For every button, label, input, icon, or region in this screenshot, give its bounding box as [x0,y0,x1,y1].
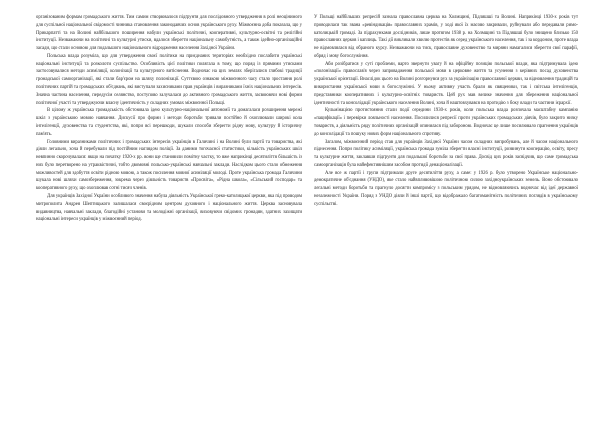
paragraph: Але все ж партії і групи підтримали друге десятиліття руху, а саме: у 1926 р. було утворено Українське національно-демократичне об'єднання (УНДО), яке стало найвпливовішою політичною силою західноукраїнських земель. Воно обстоювало легальні методи боротьби та прагнуло досягти компромісу з польським урядом, не відмовляючись водночас від ідеї державної незалежності України. Поряд з УНДО діяли й інші партії, що відображало багатоманітність політичних поглядів в українському суспільстві. [314,170,578,207]
paragraph: Польська влада розуміла, що для утвердження своєї політики на приєднаних територіях необхідно послабити українські національні інституції та розколоти суспільство. Особливість цієї політики полягала в тому, що поряд із прямими утисками застосовувалися методи асиміляції, колонізації та культурного витіснення. Водночас на цих землях зберігалися глибокі традиції громадської самоорганізації, які стали бар'єром на шляху полонізації. Суттєвою ознакою міжвоєнного часу стало зростання ролі політичних партій та громадських об'єднань, які виступали захисниками прав українців і виразниками їхніх національних інтересів. Значна частина населення, передусім селянство, поступово залучалася до активного громадського життя, засвоюючи нові форми політичної участі та утверджуючи власну ідентичність у складних умовах міжвоєнної Польщі. [36,53,302,106]
left-column [36,14,302,224]
right-column [314,14,578,209]
paragraph: Для українців Західної України особливого значення набула діяльність Української греко-католицької церкви, яка під проводом митрополита Андрея Шептицького залишалася своєрідним центром духовного і національного життя. Церква засновувала видавництва, навчальні заклади, благодійні установи та молодіжні організації, виховуючи свідомих громадян, здатних захищати національні інтереси українців у міжвоєнний період. [36,193,302,223]
paragraph: Головними виразниками політичних і громадських інтересів українців в Галичині і на Волині були партії та товариства, які діяли легально, хоча й перебували під постійним наглядом поліції. За даними тогочасної статистики, кількість українських шкіл невпинно скорочувалася: якщо на початку 1920-х рр. вони ще становили помітну частку, то вже наприкінці десятиліття більшість із них було перетворено на утраквістичні, тобто двомовні польсько-українські навчальні заклади. Наслідком цього стало обмеження можливостей для здобуття освіти рідною мовою, а також посилення мовної асиміляції молоді. Проте українська громада Галичини шукала нові шляхи самозбереження, зокрема через діяльність товариств «Просвіта», «Рідна школа», «Сільський господар» та кооперативного руху, що охоплював сотні тисяч членів. [36,139,302,192]
paragraph: Аби розібратися у суті проблеми, варто звернути увагу й на офіційну позицію польської влади, яка підтримувала ідею «полонізації» православ'я через запровадження польської мови в церковне життя та усунення з керівних посад духовенства української орієнтації. Внаслідок цього на Волині розгорнувся рух за українізацію православної церкви, за відновлення традицій та використання української мови в богослужінні. У ньому активну участь брали як священики, так і світська інтелігенція, представники кооперативних і культурно-освітніх товариств. Цей рух мав велике значення для збереження національної ідентичності та консолідації українського населення Волині, хоча й наштовхувався на протидію з боку влади та частини ієрархії. [314,61,578,106]
paragraph: Загалом, міжвоєнний період став для українців Західної України часом складних випробувань, але й часом національного піднесення. Попри політику асиміляції, українська громада зуміла зберегти власні інституції, розвинути кооперацію, освіту, пресу та культурне життя, заклавши підґрунтя для подальшої боротьби за свої права. Досвід цих років засвідчив, що саме громадська самоорганізація була найефективнішим засобом протидії денаціоналізації. [314,139,578,168]
paragraph: У Польщі найбільших репресій зазнала православна церква на Холмщині, Підляшші та Волині. Наприкінці 1930-х років тут проводилася так звана «ревіндикація» православних храмів, у ході якої їх масово закривали, руйнували або передавали римо-католицькій громаді. За підрахунками дослідників, лише протягом 1938 р. на Холмщині та Підляшші було знищено близько 150 православних церков і каплиць. Такі дії викликали хвилю протестів як серед українського населення, так і за кордоном, проте влада не відмовлялася від обраного курсу. Незважаючи на тиск, православне духовенство та миряни намагалися зберегти свої парафії, обряд і мову богослужіння. [314,15,578,59]
paragraph: організованим формам громадського життя. Тим самим створювалося підґрунтя для послідовного утвердження в ролі неоцінимого для суспільної національної свідомості чинника становлення законодавчих основ українського руху. Міжвоєнна доба показала, що у Прикарпатті та на Волині найбільшого поширення набули українські політичні, кооперативні, культурно-освітні та релігійні інституції. Незважаючи на політичні та культурні утиски, вдалося зберегти національну самобутність, а також ідейно-організаційні засади, що стали основою для подальшого національного відродження населення Західної України. [36,15,302,52]
paragraph: В цілому ж українська громадськість обстоювала ідею культурно-національної автономії та домагалася розширення мережі шкіл з українською мовою навчання. Дискусії про форми і методи боротьби тривали постійно й охоплювали широкі кола інтелігенції, духовенства та студентства, які, попри всі перешкоди, шукали способи зберегти рідну мову, культуру й історичну пам'ять. [36,108,302,137]
paragraph: Кульмінацією протистояння стали події середини 1930-х років, коли польська влада розпочала масштабну кампанію «пацифікації» і перевірки лояльності населення. Посилилися репресії проти українських громадських діячів, було закрито низку товариств, а діяльність ряду політичних організацій опинилася під забороною. Водночас це лише посилювало прагнення українців до консолідації та пошуку нових форм національного спротиву. [314,108,578,137]
